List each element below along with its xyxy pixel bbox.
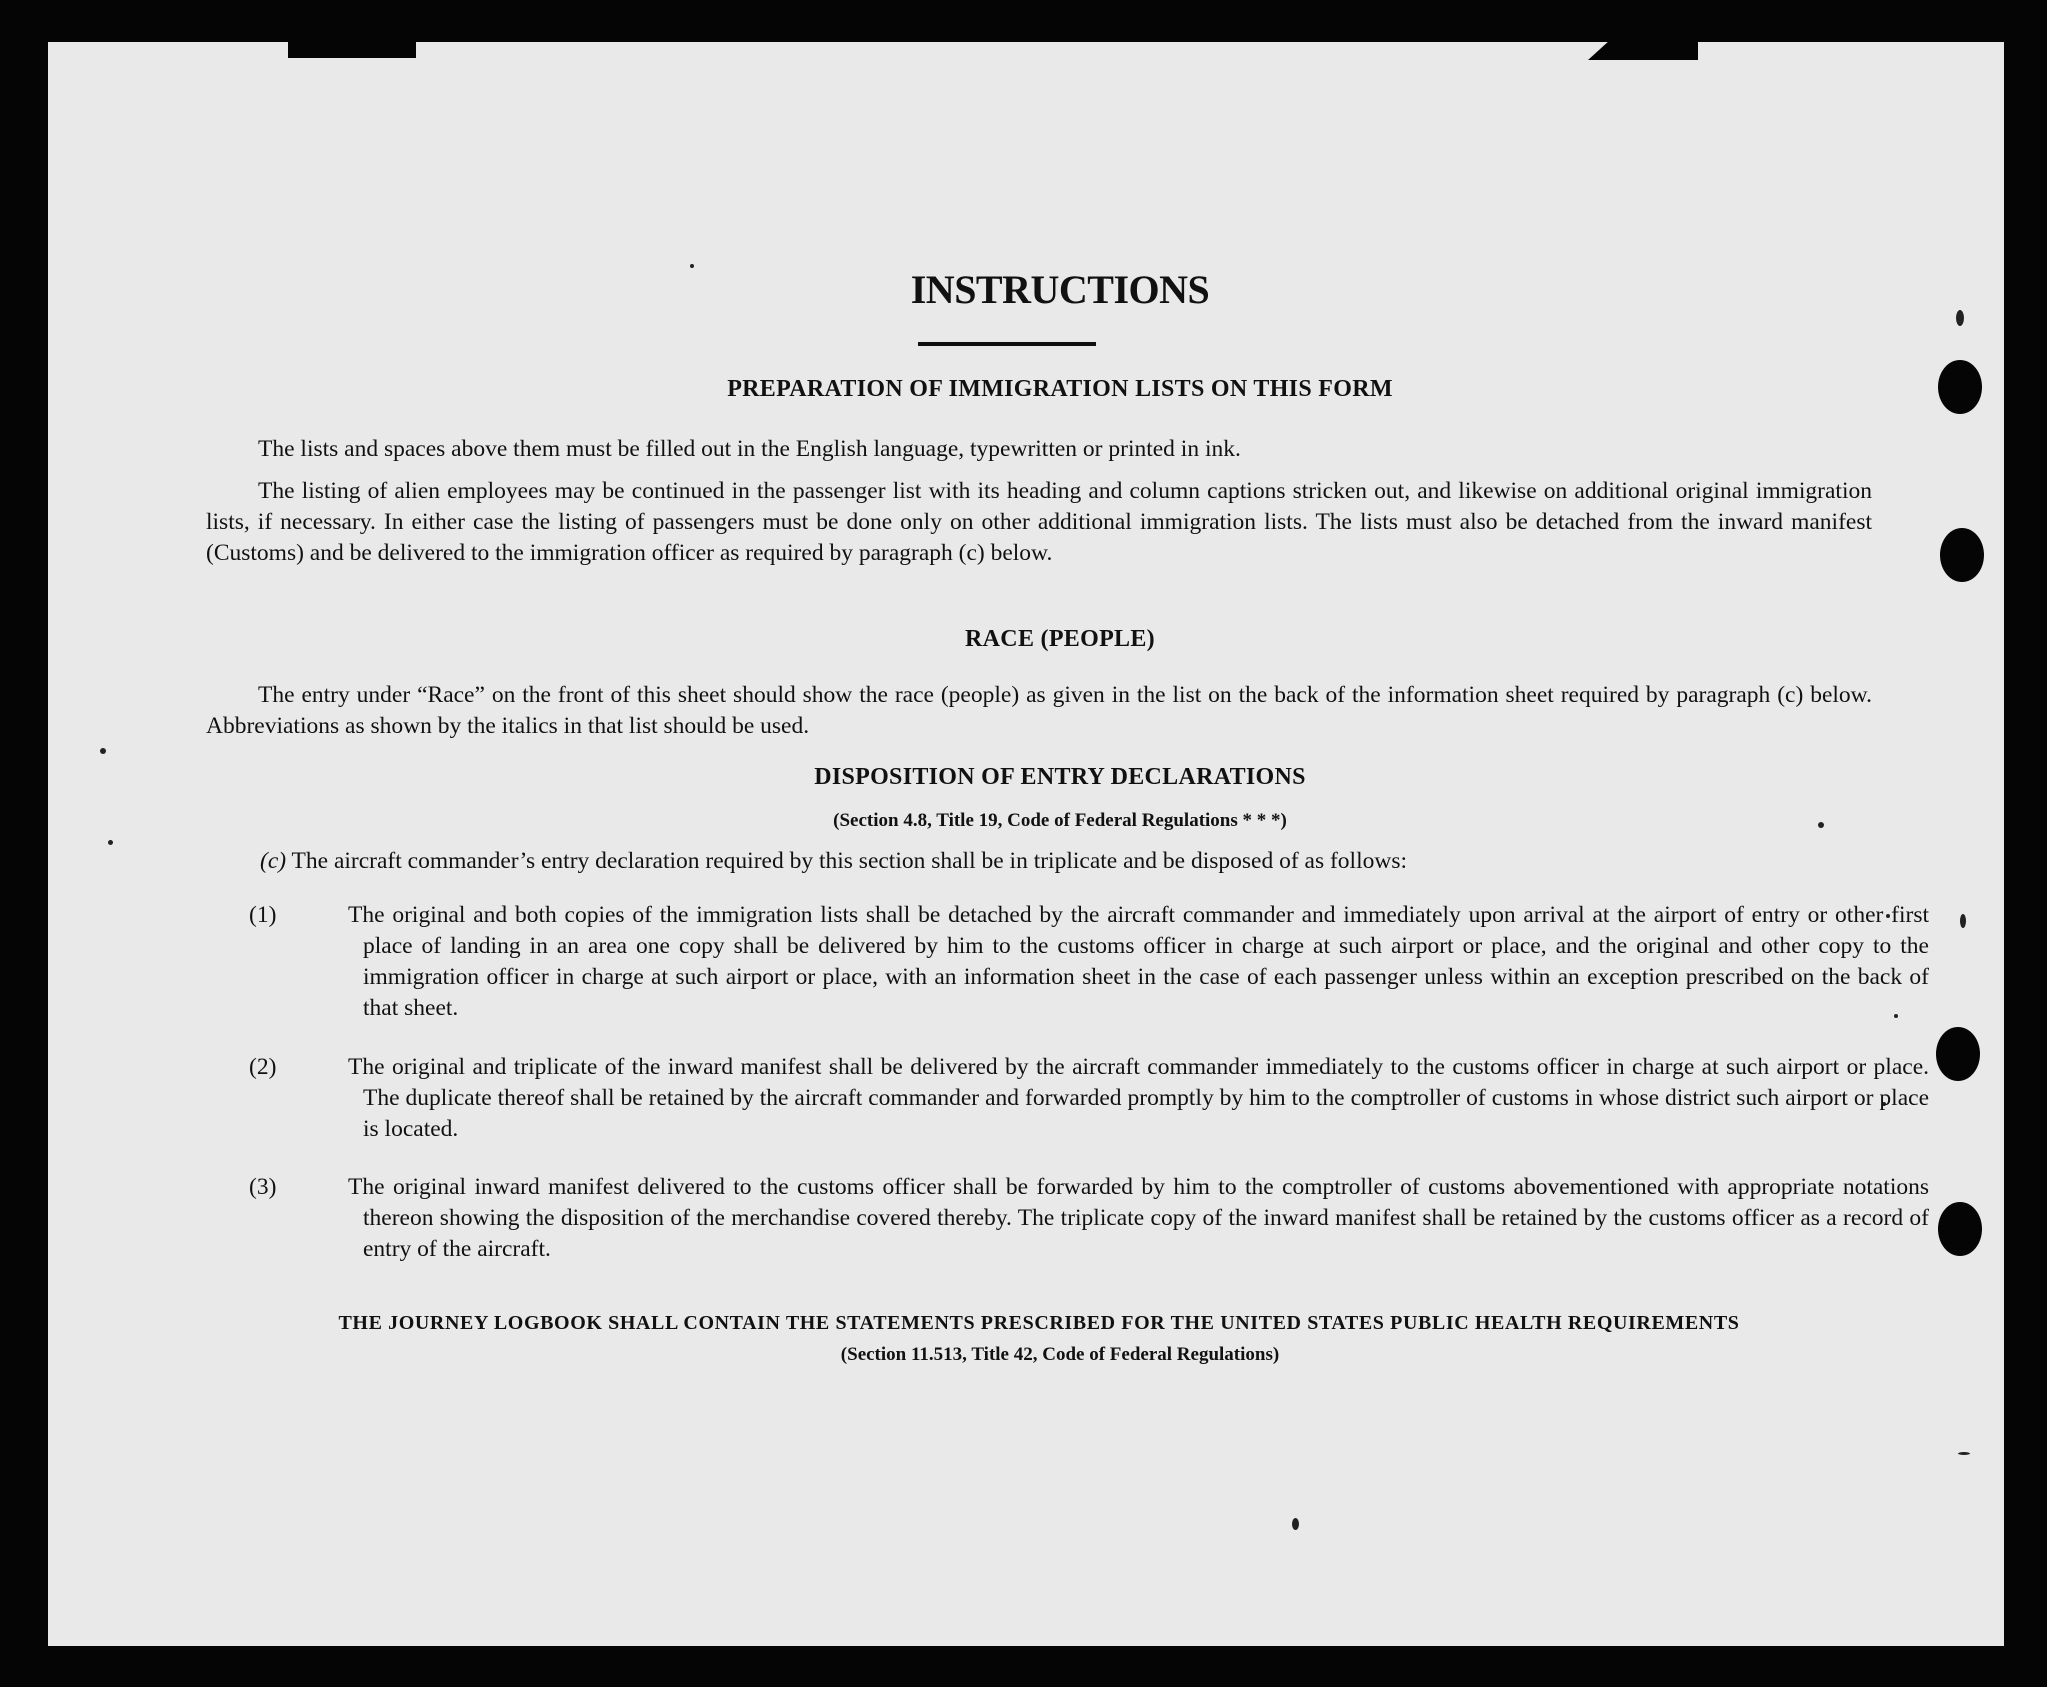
- punch-hole-1: [1938, 360, 1982, 414]
- footer-heading: THE JOURNEY LOGBOOK SHALL CONTAIN THE STATEMENTS PRESCRIBED FOR THE UNITED STATES PUBLIC HEALTH REQUIREMENTS: [338, 1312, 1740, 1334]
- paragraph-text: The aircraft commander’s entry declaration required by this section shall be in triplicate and be disposed of as follows:: [291, 848, 1408, 874]
- speck: [1958, 1452, 1970, 1455]
- list-item: [249, 1172, 1929, 1265]
- speck: [1292, 1518, 1299, 1530]
- speck: [1960, 914, 1966, 928]
- paragraph-c: [260, 846, 1880, 877]
- section-heading-race: RACE (PEOPLE): [965, 626, 1155, 652]
- section-heading-preparation: PREPARATION OF IMMIGRATION LISTS ON THIS FORM: [727, 376, 1393, 402]
- paragraph: The lists and spaces above them must be filled out in the English language, typewritten or printed in ink.: [258, 436, 1241, 462]
- item-text: The original inward manifest delivered to the customs officer shall be forwarded by him to the comptroller of customs abovementioned with appropriate notations thereon showing the disposition of the merchandise covered thereby. The triplicate copy of the inward manifest shall be retained by the customs officer as a record of entry of the aircraft.: [348, 1174, 1929, 1262]
- list-item: [249, 900, 1929, 1024]
- speck: [690, 264, 694, 268]
- item-number: (3): [249, 1174, 277, 1200]
- title-underline: [918, 342, 1096, 346]
- page-title: INSTRUCTIONS: [910, 267, 1210, 312]
- speck: [108, 840, 113, 845]
- paragraph: The listing of alien employees may be continued in the passenger list with its heading and column captions stricken out, and likewise on additional original immigration lists, if necessary. In either case the listing of passengers must be done only on other additional immigration lists. The lists must also be detached from the inward manifest (Customs) and be delivered to the immigration officer as required by paragraph (c) below.: [206, 478, 1872, 566]
- section-citation: (Section 4.8, Title 19, Code of Federal Regulations * * *): [833, 810, 1287, 831]
- speck: [1956, 310, 1964, 326]
- paragraph-label: (c): [260, 848, 287, 874]
- footer-citation: (Section 11.513, Title 42, Code of Federal Regulations): [840, 1344, 1280, 1365]
- punch-hole-3: [1936, 1027, 1980, 1081]
- item-number: (2): [249, 1054, 277, 1080]
- punch-hole-2: [1940, 528, 1984, 582]
- item-number: (1): [249, 902, 277, 928]
- speck: [1818, 822, 1824, 828]
- paragraph: The entry under “Race” on the front of this sheet should show the race (people) as given in the list on the back of the information sheet required by paragraph (c) below. Abbreviations as shown by the italics in that list should be used.: [206, 682, 1872, 739]
- scanned-page: [48, 42, 2004, 1646]
- punch-hole-4: [1938, 1202, 1982, 1256]
- item-text: The original and both copies of the immigration lists shall be detached by the aircraft commander and immediately upon arrival at the airport of entry or other first place of landing in an area one copy shall be delivered by him to the customs officer in charge at such airport or place, and the original and other copy to the immigration officer in charge at such airport or place, with an information sheet in the case of each passenger unless within an exception prescribed on the back of that sheet.: [348, 902, 1929, 1021]
- top-edge-tear-left: [288, 42, 416, 58]
- item-text: The original and triplicate of the inward manifest shall be delivered by the aircraft commander immediately to the customs officer in charge at such airport or place. The duplicate thereof shall be retained by the aircraft commander and forwarded promptly by him to the comptroller of customs in whose district such airport or place is located.: [348, 1054, 1929, 1142]
- section-heading-disposition: DISPOSITION OF ENTRY DECLARATIONS: [814, 764, 1306, 790]
- list-item: [249, 1052, 1929, 1145]
- top-edge-tear-right: [1588, 42, 1698, 60]
- speck: [100, 748, 106, 754]
